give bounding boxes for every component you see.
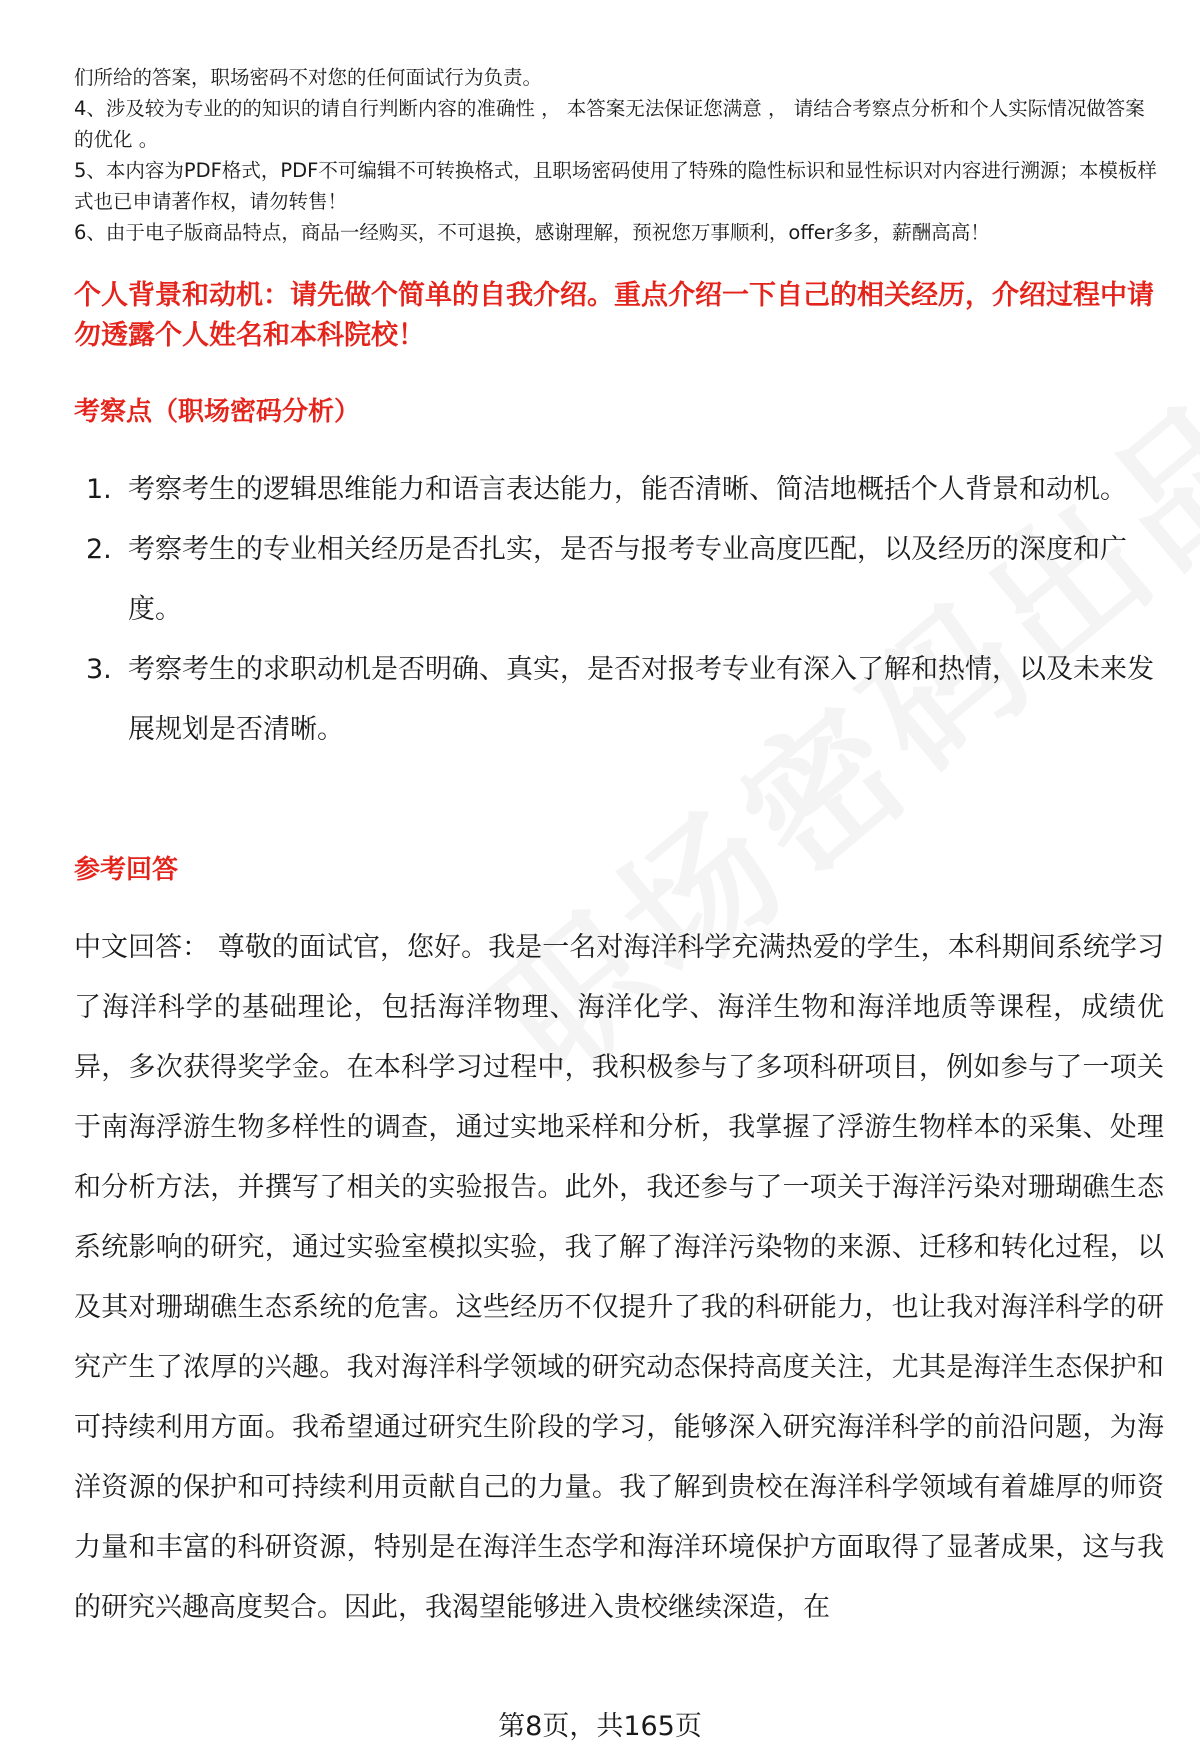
list-item (74, 460, 1164, 520)
list-number: 3. (86, 654, 112, 685)
answer-heading: 参考回答 (74, 855, 179, 885)
analysis-list (74, 460, 1164, 760)
note-line: 5、本内容为PDF格式，PDF不可编辑不可转换格式，且职场密码使用了特殊的隐性标识和显性标识对内容进行溯源；本模板样式也已申请著作权，请勿转售！ (74, 159, 1157, 213)
note-line: 4、涉及较为专业的的知识的请自行判断内容的准确性 ， 本答案无法保证您满意 ， 请结合考察点分析和个人实际情况做答案的优化 。 (74, 97, 1145, 151)
list-text: 考察考生的专业相关经历是否扎实，是否与报考专业高度匹配，以及经历的深度和广度。 (128, 534, 1127, 625)
list-item (74, 520, 1164, 640)
question-heading: 个人背景和动机：请先做个简单的自我介绍。重点介绍一下自己的相关经历，介绍过程中请勿透露个人姓名和本科院校！ (74, 280, 1154, 351)
answer-body: 中文回答： 尊敬的面试官，您好。我是一名对海洋科学充满热爱的学生，本科期间系统学习了海洋科学的基础理论，包括海洋物理、海洋化学、海洋生物和海洋地质等课程，成绩优异，多次获得奖学金。在本科学习过程中，我积极参与了多项科研项目，例如参与了一项关于南海浮游生物多样性的调查，通过实地采样和分析，我掌握了浮游生物样本的采集、处理和分析方法，并撰写了相关的实验报告。此外，我还参与了一项关于海洋污染对珊瑚礁生态系统影响的研究，通过实验室模拟实验，我了解了海洋污染物的来源、迁移和转化过程，以及其对珊瑚礁生态系统的危害。这些经历不仅提升了我的科研能力，也让我对海洋科学的研究产生了浓厚的兴趣。我对海洋科学领域的研究动态保持高度关注，尤其是海洋生态保护和可持续利用方面。我希望通过研究生阶段的学习，能够深入研究海洋科学的前沿问题，为海洋资源的保护和可持续利用贡献自己的力量。我了解到贵校在海洋科学领域有着雄厚的师资力量和丰富的科研资源，特别是在海洋生态学和海洋环境保护方面取得了显著成果，这与我的研究兴趣高度契合。因此，我渴望能够进入贵校继续深造，在 (74, 932, 1164, 1623)
analysis-heading: 考察点（职场密码分析） (74, 397, 361, 427)
list-number: 1. (86, 474, 112, 505)
list-item (74, 640, 1164, 760)
list-number: 2. (86, 534, 112, 565)
notes-block (74, 62, 1164, 248)
list-text: 考察考生的求职动机是否明确、真实，是否对报考专业有深入了解和热情，以及未来发展规划是否清晰。 (128, 654, 1154, 745)
note-line: 6、由于电子版商品特点，商品一经购买，不可退换，感谢理解，预祝您万事顺利，offer多多，薪酬高高！ (74, 221, 990, 244)
page-number: 第8页，共165页 (498, 1711, 702, 1742)
list-text: 考察考生的逻辑思维能力和语言表达能力，能否清晰、简洁地概括个人背景和动机。 (128, 474, 1127, 505)
note-line: 们所给的答案，职场密码不对您的任何面试行为负责。 (74, 66, 543, 89)
